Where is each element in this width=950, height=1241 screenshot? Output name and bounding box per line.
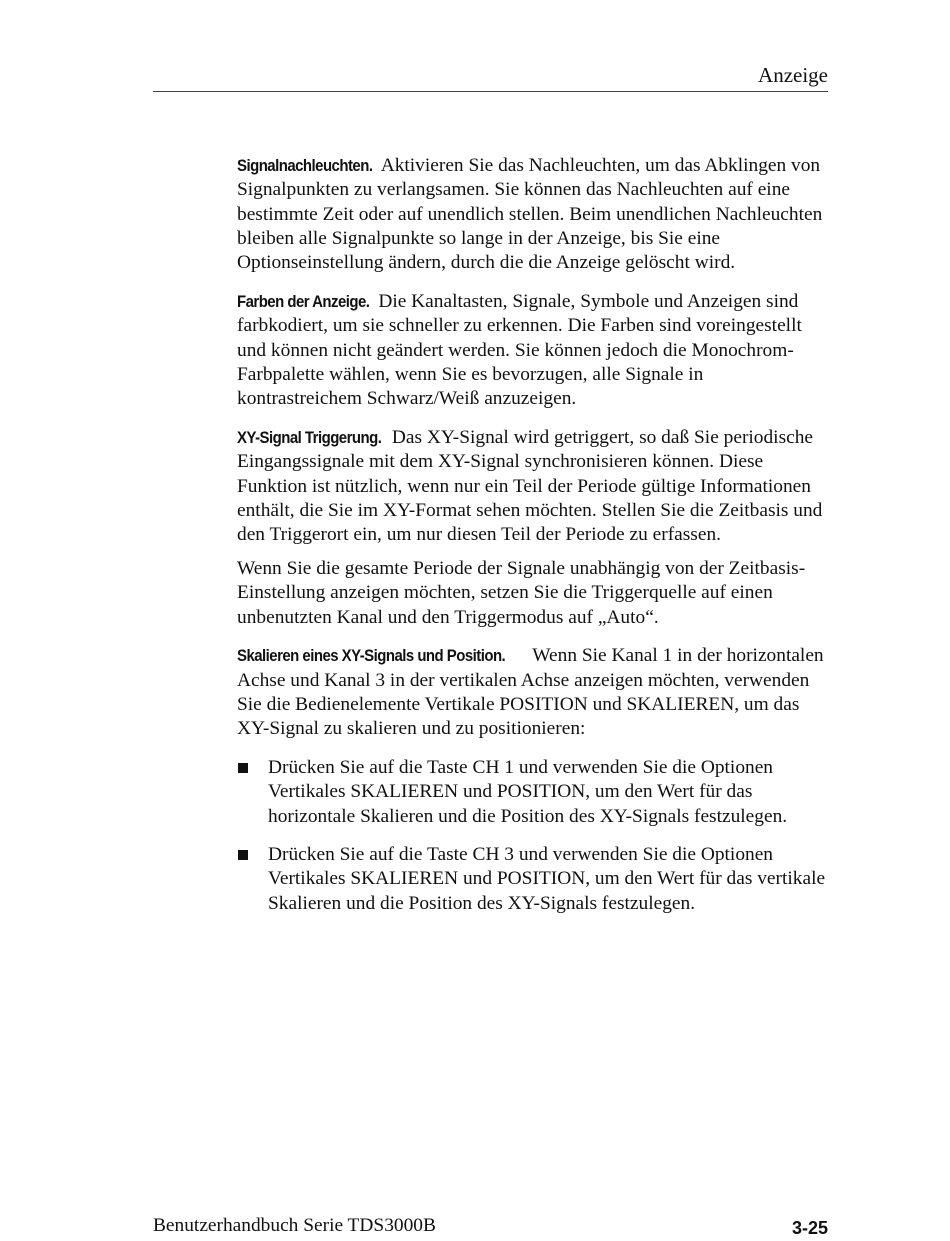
heading-display-colors: Farben der Anzeige. bbox=[237, 291, 370, 311]
instruction-list bbox=[237, 756, 829, 916]
square-bullet-icon bbox=[238, 850, 248, 860]
footer-manual-title: Benutzerhandbuch Serie TDS3000B bbox=[153, 1215, 436, 1236]
paragraph-xy-scaling-text: Wenn Sie Kanal 1 in der horizontalen Achse und Kanal 3 in der vertikalen Achse anzeigen möchten, verwenden Sie die Bedienelemente Vertikale POSITION und SKALIEREN, um das XY-Signal zu skalieren und zu positionieren: bbox=[237, 645, 824, 740]
square-bullet-icon bbox=[238, 763, 248, 773]
paragraph-full-period-text: Wenn Sie die gesamte Periode der Signale unabhängig von der Zeitbasis-Einstellung anzeigen möchten, setzen Sie die Triggerquelle auf einen unbenutzten Kanal und den Triggermodus auf „Auto“. bbox=[237, 557, 806, 628]
paragraph-xy-trigger-text: Das XY-Signal wird getriggert, so daß Sie periodische Eingangssignale mit dem XY-Signal synchronisieren können. Diese Funktion ist nützlich, wenn nur ein Teil der Periode gültige Informationen enthält, die Sie im XY-Format sehen möchten. Stellen Sie die Zeitbasis und den Triggerort ein, um nur diesen Teil der Periode zu erfassen. bbox=[237, 426, 823, 546]
paragraph-xy-trigger bbox=[237, 426, 829, 547]
paragraph-display-colors-text: Die Kanaltasten, Signale, Symbole und Anzeigen sind farbkodiert, um sie schneller zu erkennen. Die Farben sind voreingestellt und können nicht geändert werden. Sie können jedoch die Monochrom-Farbpalette wählen, wenn Sie es bevorzugen, alle Signale in kontrastreichem Schwarz/Weiß anzuzeigen. bbox=[237, 290, 802, 410]
heading-persistence: Signalnachleuchten. bbox=[237, 156, 373, 175]
paragraph-display-colors bbox=[237, 290, 829, 411]
list-item bbox=[237, 756, 829, 829]
paragraph-persistence-text: Aktivieren Sie das Nachleuchten, um das Abklingen von Signalpunkten zu verlangsamen. Sie können das Nachleuchten auf eine bestimmte Zeit oder auf unendlich stellen. Beim unendlichen Nachleuchten bleiben alle Signalpunkte so lange in der Anzeige, bis Sie eine Optionseinstellung ändern, durch die die Anzeige gelöscht wird. bbox=[237, 155, 823, 274]
list-item bbox=[237, 843, 829, 916]
list-item-text: Drücken Sie auf die Taste CH 1 und verwenden Sie die Optionen Vertikales SKALIEREN und POSITION, um den Wert für das horizontale Skalieren und die Position des XY-Signals festzulegen. bbox=[268, 757, 788, 827]
paragraph-xy-scaling bbox=[237, 644, 829, 741]
heading-xy-scaling: Skalieren eines XY-Signals und Position. bbox=[237, 646, 506, 666]
paragraph-full-period bbox=[237, 557, 829, 630]
page-number: 3-25 bbox=[791, 1218, 828, 1238]
heading-xy-trigger: XY-Signal Triggerung. bbox=[237, 427, 382, 447]
page-header-title: Anzeige bbox=[758, 63, 828, 87]
header-divider bbox=[153, 91, 828, 92]
list-item-text: Drücken Sie auf die Taste CH 3 und verwenden Sie die Optionen Vertikales SKALIEREN und POSITION, um den Wert für das vertikale Skalieren und die Position des XY-Signals festzulegen. bbox=[268, 843, 826, 914]
paragraph-persistence bbox=[237, 154, 829, 275]
page-body bbox=[237, 154, 829, 930]
